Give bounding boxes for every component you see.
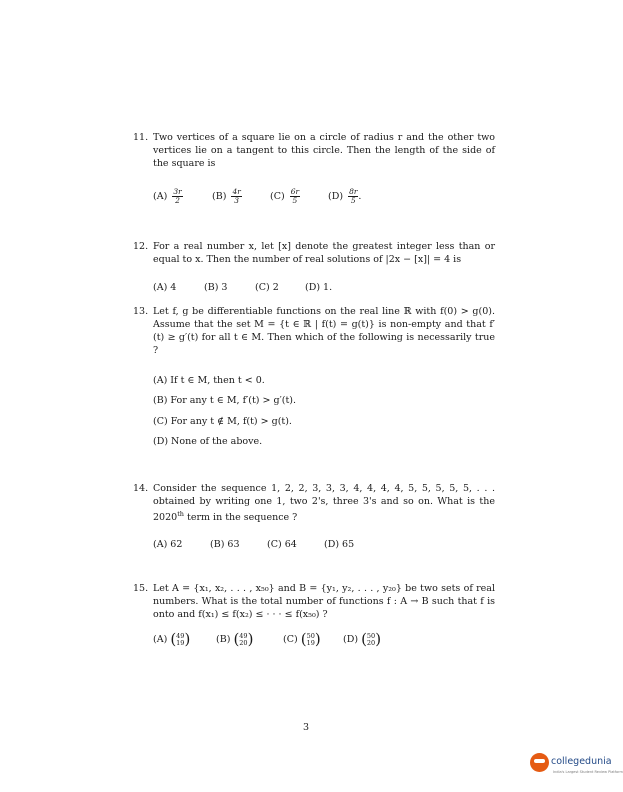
option-c: (C) For any t ∉ M, f(t) > g(t). (153, 416, 292, 427)
option-d: (D) 1. (305, 282, 333, 293)
option-c: (C) 64 (267, 539, 297, 550)
option-b: (B) For any t ∈ M, f′(t) > g′(t). (153, 395, 296, 406)
logo-icon (530, 753, 549, 772)
question-text: Consider the sequence 1, 2, 2, 3, 3, 3, 4, 4, 4, 4, 5, 5, 5, 5, 5, . . . obtained by writing one 1, two 2's, three 3's and so on. What is the 2020th term in the sequence ? (153, 483, 495, 524)
question-12 (133, 240, 495, 266)
page-number: 3 (302, 722, 310, 733)
question-number: 11. (133, 132, 149, 143)
option-a: (A) 62 (153, 539, 183, 550)
option-c: (C) $\frac{6r}{5}$ (270, 187, 300, 205)
question-number: 13. (133, 306, 149, 317)
question-number: 14. (133, 483, 149, 494)
option-c: (C) ( 50 19 ) (283, 630, 321, 648)
question-text: Two vertices of a square lie on a circle of radius r and the other two vertices lie on a tangent to this circle. Then the length of the side of the square is (153, 132, 495, 169)
question-number: 12. (133, 241, 149, 252)
question-number: 15. (133, 583, 149, 594)
option-a: (A) If t ∈ M, then t < 0. (153, 375, 265, 386)
option-b: (B) $\frac{4r}{3}$ (212, 187, 241, 205)
option-a: (A) ( 49 19 ) (153, 630, 191, 648)
question-11 (133, 131, 495, 170)
option-b: (B) 3 (204, 282, 228, 293)
option-d: (D) 65 (324, 539, 355, 550)
option-d: (D) ( 50 20 ) (343, 630, 382, 648)
question-13 (133, 305, 495, 357)
option-a: (A) $\frac{3r}{2}$ (153, 187, 182, 205)
option-d: (D) $\frac{8r}{5}$ . (328, 187, 362, 205)
question-text: Let A = {x₁, x₂, . . . , x₅₀} and B = {y₁, y₂, . . . , y₂₀} be two sets of real numbers. What is the total number of functions f : A → B such that f is onto and f(x₁) ≤ f(x₂) ≤ · · · ≤ f(x₅₀) ? (153, 583, 495, 620)
question-15 (133, 582, 495, 621)
option-a: (A) 4 (153, 282, 177, 293)
option-b: (B) ( 49 20 ) (216, 630, 254, 648)
question-text: Let f, g be differentiable functions on the real line ℝ with f(0) > g(0). Assume that the set M = {t ∈ ℝ | f(t) = g(t)} is non-empty and that f′(t) ≥ g′(t) for all t ∈ M. Then which of the following is necessarily true ? (153, 306, 495, 356)
brand-logo (530, 752, 623, 780)
option-b: (B) 63 (210, 539, 240, 550)
option-d: (D) None of the above. (153, 436, 263, 447)
question-14 (133, 482, 495, 524)
option-c: (C) 2 (255, 282, 279, 293)
question-text: For a real number x, let [x] denote the greatest integer less than or equal to x. Then the number of real solutions of |2x − [x]| = 4 is (153, 241, 495, 265)
brand-name: collegedunia (551, 756, 612, 767)
brand-tagline: India's Largest Student Review Platform (553, 770, 623, 774)
